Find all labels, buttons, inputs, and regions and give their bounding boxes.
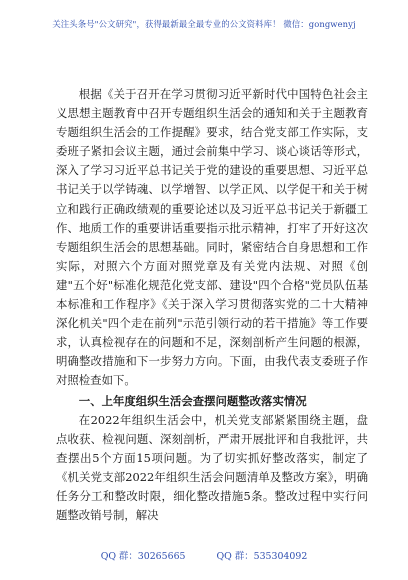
paragraph-intro: 根据《关于召开在学习贯彻习近平新时代中国特色社会主义思想主题教育中召开专题组织生活会的通知和关于主题教育专题组织生活会的工作提醒》要求，结合党支部工作实际，支委班子紧扣会议主题，通过会前集中学习、谈心谈话等形式，深入了学习习近平总书记关于党的建设的重要思想、习近平总书记关于以学铸魂、以学增智、以学正风、以学促干和关于树立和践行正确政绩观的重要论述以及习近平总书记关于新疆工作、地质工作的重要讲话重要指示批示精神，打牢了开好这次专题组织生活会的思想基础。同时，紧密结合自身思想和工作实际，对照六个方面对照党章及有关党内法规、对照《创建"五个好"标准化规范化党支部、建设"四个合格"党员队伍基本标准和工作程序》《关于深入学习贯彻落实党的二十大精神深化机关"四个走在前列"示范引领行动的若干措施》等工作要求，认真检视存在的问题和不足，深刻剖析产生问题的根源，明确整改措施和下一步努力方向。下面，由我代表支委班子作对照检查如下。: [56, 87, 368, 388]
document-body: [56, 85, 368, 525]
paragraph-rectification: 在2022年组织生活会中，机关党支部紧紧围绕主题，盘点收获、检视问题、深刻剖析，严肃开展批评和自我批评，共查摆出5个方面15项问题。为了切实抓好整改落实，制定了《机关党支部2022年组织生活会问题清单及整改方案》，明确任务分工和整改时限，细化整改措施5条。整改过程中实行问题整改销号制，解决: [56, 412, 368, 522]
footer-qq-group-2: QQ 群：535304092: [216, 551, 308, 562]
footer-qq-group-1: QQ 群：30265665: [100, 551, 186, 562]
section-heading: 一、上年度组织生活会查摆问题整改落实情况: [78, 393, 307, 408]
header-notice: 关注头条号"公文研究"，获得最新最全最专业的公文资料库！ 微信：gongwenyj: [52, 19, 356, 29]
footer-contacts: [0, 548, 408, 562]
